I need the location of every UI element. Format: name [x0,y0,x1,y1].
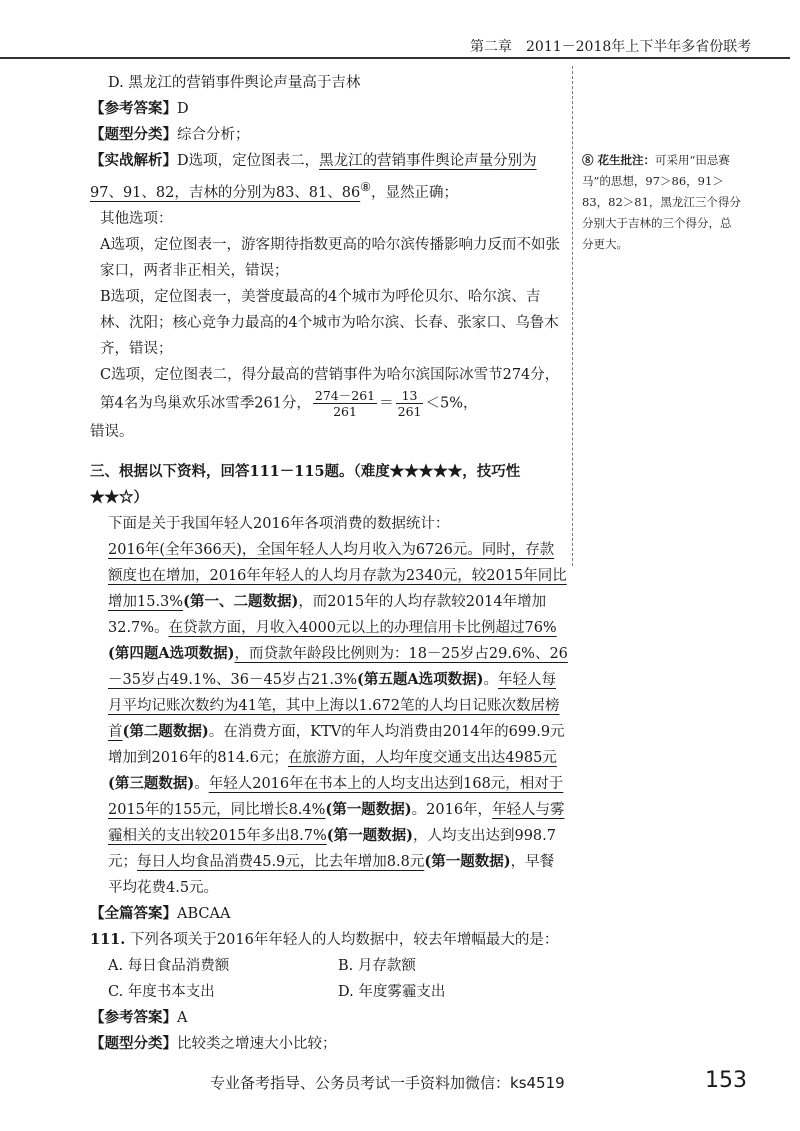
passage-part-6: 年轻人每月平均记账次数约为41笔，其中上海以1.672笔的人均日记账次数居榜首 [108,671,560,740]
option-d: D. 黑龙江的营销事件舆论声量高于吉林 [108,75,361,91]
passage-part-13: ，人均支出达到998.7元； [108,827,556,870]
passage-ref-2: (第四题A选项数据) [108,644,235,662]
passage-part-10: 年轻人2016年在书本上的人均支出达到168元，相对于2015年的155元，同比增长8.4% [108,775,564,818]
q111-answer-value: A [177,1009,188,1026]
material-passage [90,537,568,901]
passage-part-3: 在贷款方面，月收入4000元以上的办理信用卡比例超过76% [168,619,557,636]
passage-part-14: 每日人均食品消费45.9元，比去年增加8.8元 [137,853,425,870]
equals-sign: ＝ [379,395,394,412]
chapter-title: 第二章 2011－2018年上下半年多省份联考 [470,39,752,55]
type-line [90,122,568,148]
full-answer-label: 【全篇答案】 [90,905,177,922]
analysis-underline-1: 黑龙江的营销事件舆论声量 [319,153,494,169]
less-than-text: ＜5%， [425,395,478,412]
fraction-2-numerator: 13 [396,388,424,404]
page-header [0,0,800,60]
answer-value: D [177,101,189,117]
question-stem: 下列各项关于2016年年轻人的人均数据中，较去年增幅最大的是： [129,931,559,948]
q111-type-line [90,1031,568,1057]
main-column [90,70,568,1057]
fraction-2 [396,388,424,419]
question-111 [90,927,568,953]
q111-answer-label: 【参考答案】 [90,1009,177,1026]
passage-part-5: 。 [483,671,498,688]
passage-ref-1: (第一、二题数据) [183,592,299,610]
passage-ref-5: (第三题数据) [108,774,195,792]
other-options-label: 其他选项： [100,210,173,227]
option-a-analysis: A选项，定位图表一，游客期待指数更高的哈尔滨传播影响力反而不如张家口，两者非正相关，错误； [100,236,560,279]
passage-part-2: ，而2015年的人均存款较2014年增加32.7%。 [108,593,547,636]
passage-ref-8: (第一题数据) [424,852,511,870]
passage-ref-3: (第五题A选项数据) [356,670,484,688]
fraction-1-numerator: 274－261 [314,387,376,403]
passage-part-8: 在旅游方面，人均年度交通支出达4985元 [287,749,557,766]
analysis-underline-2: 分别为97、91、82，吉林的分别为83、81、86 [90,153,537,201]
type-value: 综合分析； [177,127,250,143]
material-intro: 下面是关于我国年轻人2016年各项消费的数据统计： [108,515,450,532]
option-d-q111: D. 年度雾霾支出 [338,983,446,1000]
passage-part-11: 。2016年， [411,801,493,818]
answer-line [90,96,568,122]
full-answer-line [90,901,568,927]
footer-text: 专业备考指导、公务员考试一手资料加微信：ks4519 [210,1074,565,1092]
column-divider [572,66,573,566]
full-answer-value: ABCAA [177,905,231,922]
question-number: 111. [90,930,126,948]
fraction-1-denominator: 261 [333,403,357,419]
passage-ref-4: (第二题数据) [122,722,209,740]
passage-part-15: ，早餐平均花费4.5元。 [108,853,555,896]
option-c-conclusion: 错误。 [90,423,134,440]
option-b-analysis: B选项，定位图表一，美誉度最高的4个城市为呼伦贝尔、哈尔滨、吉林、沈阳；核心竞争力最高的4个城市为哈尔滨、长春、张家口、乌鲁木齐，错误； [100,288,559,357]
option-c-analysis [90,362,568,419]
passage-ref-7: (第一题数据) [326,826,413,844]
analysis-text-1: D选项，定位图表二， [177,153,320,169]
q111-type-label: 【题型分类】 [90,1035,177,1052]
passage-part-4: ，而贷款年龄段比例则为：18－25岁占29.6%、26－35岁占49.1%、36－45岁占21.3% [108,645,568,688]
passage-part-7: 。在消费方面，KTV的年人均消费由2014年的699.9元增加到2016年的814.6元； [108,723,565,766]
passage-ref-6: (第一题数据) [325,800,412,818]
side-annotation-label: ⑧ 花生批注： [582,153,656,167]
option-c-text-1: C选项，定位图表二，得分最高的营销事件为哈尔滨国际冰雪节 [100,366,503,383]
option-a: A. 每日食品消费额 [108,957,230,974]
passage-part-9: 。 [194,775,209,792]
passage-part-1: 2016年(全年366天)，全国年轻人人均月收入为6726元。同时，存款额度也在增加，2016年年轻人的人均月存款为2340元，较2015年同比增加15.3% [108,541,567,610]
fraction-1 [313,388,377,419]
page-number: 153 [705,1068,747,1093]
q111-type-value: 比较类之增速大小比较； [177,1035,337,1052]
section-heading: 三、根据以下资料，回答111－115题。（难度★★★★★，技巧性★★☆） [90,462,521,506]
question-options [90,953,568,1005]
option-c-text-2: 274分，第4名为鸟巢欢乐冰雪季261分， [100,366,560,412]
analysis-block [90,148,568,206]
answer-label: 【参考答案】 [90,101,177,117]
analysis-tail: ，显然正确； [371,184,459,201]
option-b: B. 月存款额 [338,957,416,974]
side-annotation [582,150,742,255]
note-marker: ⑧ [360,180,372,194]
side-annotation-text: 可采用“田忌赛马”的思想，97＞86，91＞83，82＞81，黑龙江三个得分分别大于吉林的三个得分，总分更大。 [582,153,741,251]
fraction-2-denominator: 261 [397,403,422,419]
q111-answer-line [90,1005,568,1031]
passage-part-12: 年轻人与雾霾相关的支出较2015年多出8.7% [108,801,565,844]
type-label: 【题型分类】 [90,127,177,143]
option-c: C. 年度书本支出 [108,983,215,1000]
header-rule [0,57,790,59]
analysis-label: 【实战解析】 [90,153,177,169]
